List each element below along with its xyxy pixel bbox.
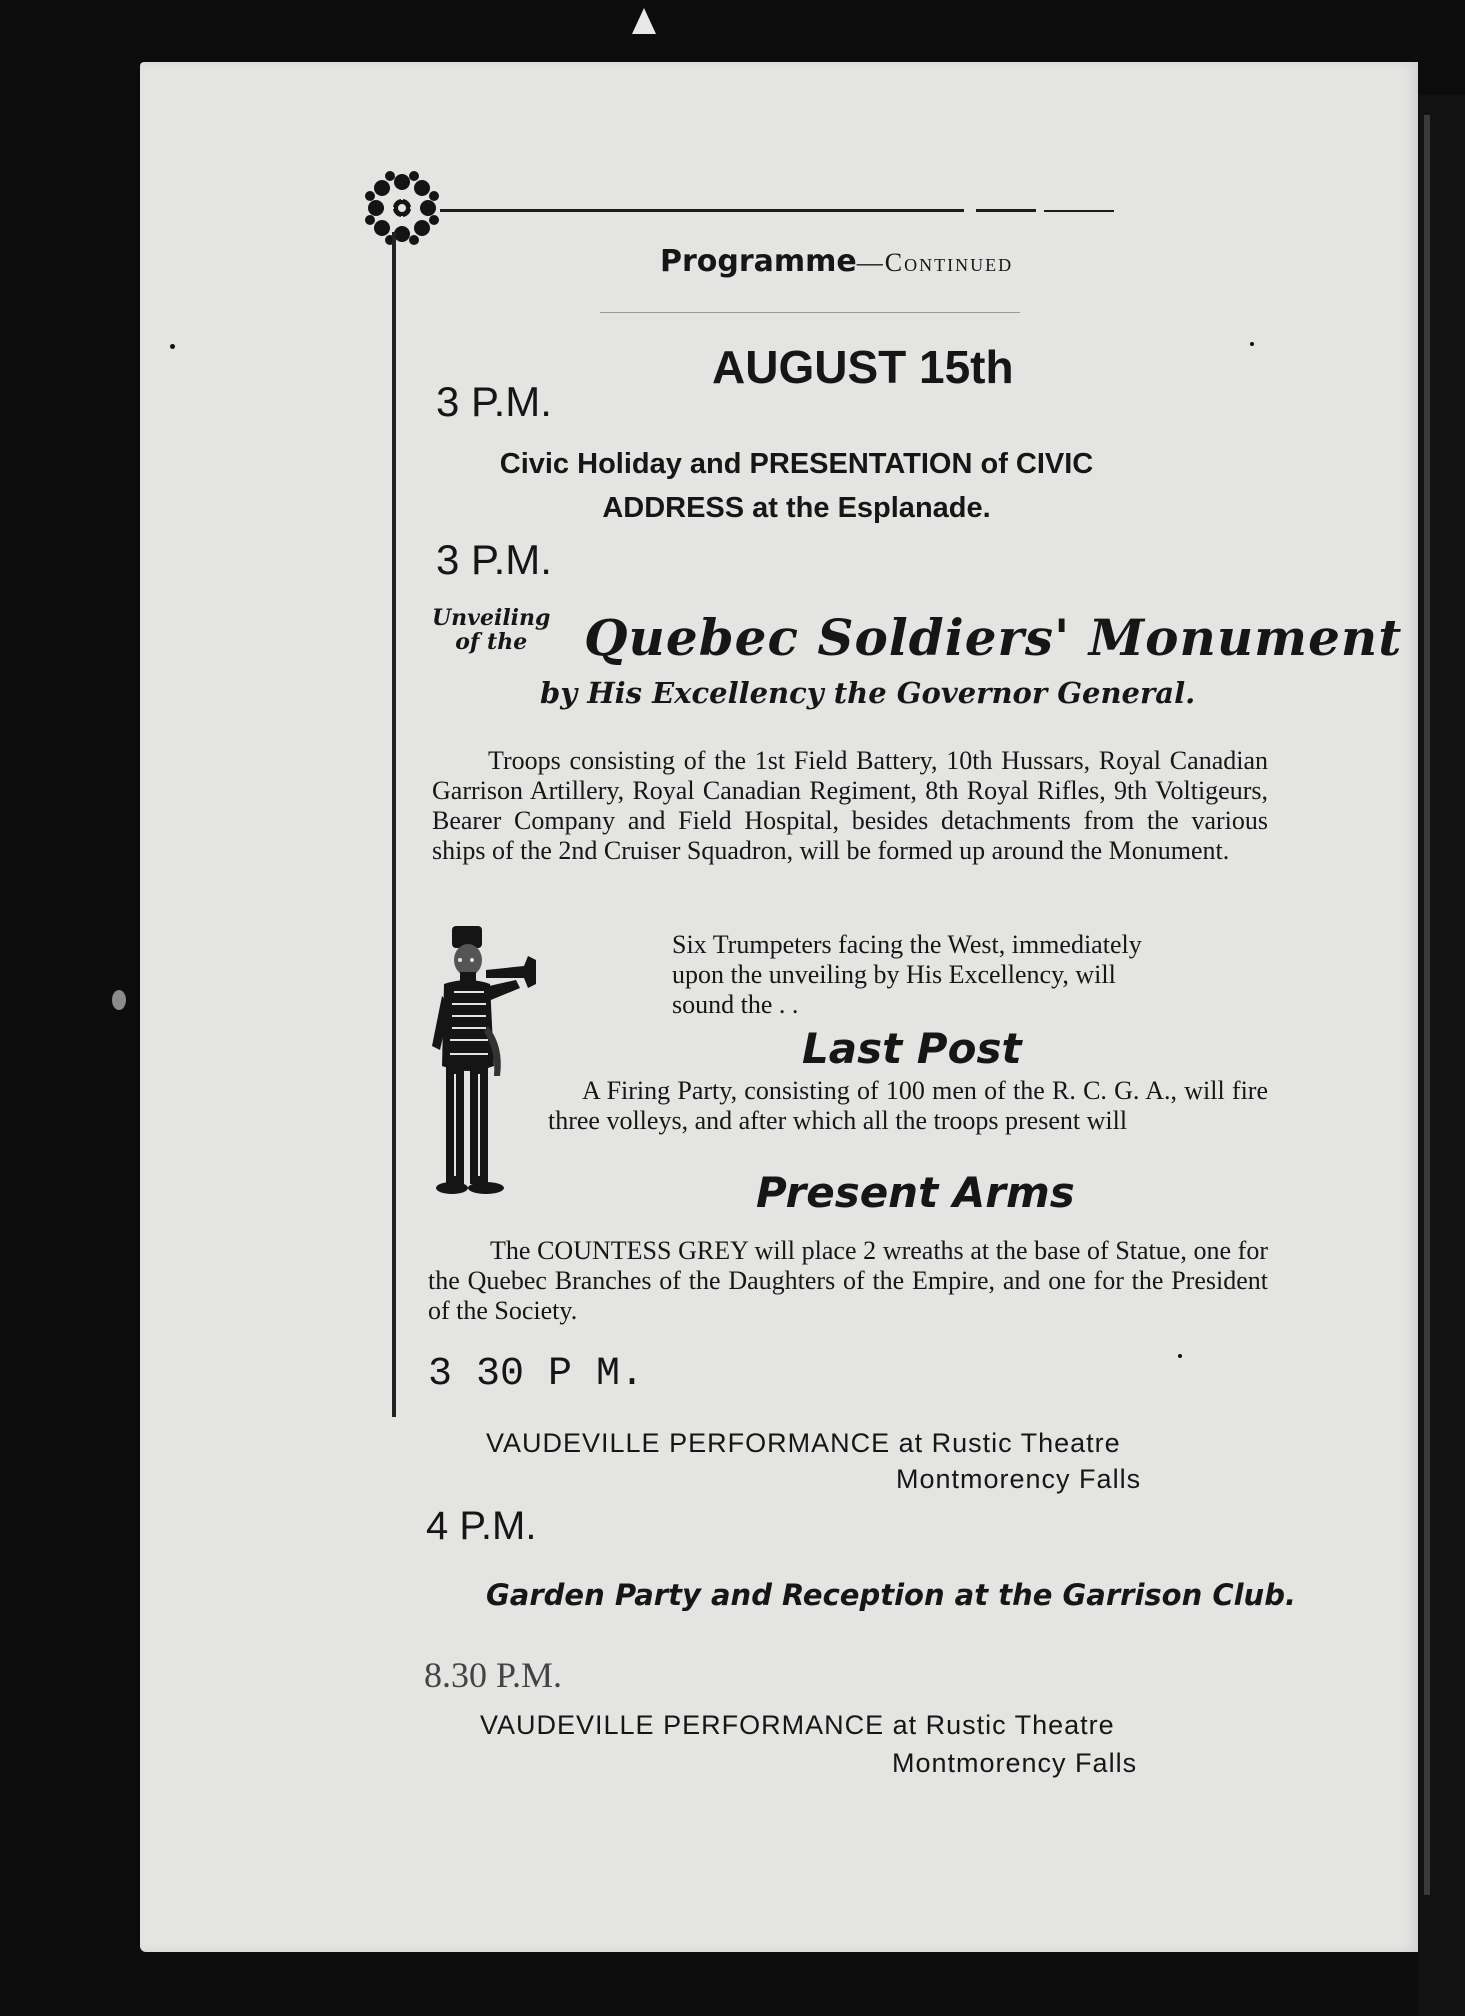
header-rule [440,209,964,212]
firing-party-paragraph: A Firing Party, consisting of 100 men of the R. C. G. A., will fire three volleys, and after which all the troops present will [548,1076,1268,1135]
header-rule-end [976,209,1036,212]
scan-speck [112,990,126,1010]
event-location: Montmorency Falls [896,1464,1142,1494]
event-description: VAUDEVILLE PERFORMANCE at Rustic Theatre [486,1428,1121,1458]
page-tab-mark [632,8,656,34]
trumpeters-paragraph: Six Trumpeters facing the West, immediately upon the unveiling by His Excellency, will sound the . . [672,930,1142,1019]
event-time: 3 P.M. [436,378,552,425]
trumpeter-illustration [424,926,544,1216]
scan-speck [1178,1354,1182,1358]
unveiling-prefix: Unveiling of the [432,605,551,655]
divider [600,312,1020,313]
event-time: 8.30 P.M. [424,1655,563,1695]
monument-subheading: by His Excellency the Governor General. [540,676,1196,710]
facing-page-edge [1418,95,1465,2016]
present-arms-heading: Present Arms [756,1168,1075,1217]
event-time: 3 30 P M. [428,1352,645,1397]
event-description: Garden Party and Reception at the Garrison Club. [486,1578,1296,1612]
floral-ornament-icon [362,168,442,248]
event-time: 4 P.M. [426,1504,537,1548]
date-heading: AUGUST 15th [712,341,1014,393]
header-rule-end [1044,210,1114,212]
event-description: Civic Holiday and PRESENTATION of CIVIC [499,448,1094,480]
event-time: 3 P.M. [436,536,552,583]
left-frame-rule [392,232,396,1417]
event-description: VAUDEVILLE PERFORMANCE at Rustic Theatre [480,1710,1115,1740]
scan-speck [170,344,175,349]
countess-paragraph: The COUNTESS GREY will place 2 wreaths at the base of Statue, one for the Quebec Branches of the Daughters of the Empire, and one for the President of the Society. [428,1236,1268,1325]
event-location: Montmorency Falls [892,1748,1138,1778]
scan-speck [1250,342,1254,346]
event-description: ADDRESS at the Esplanade. [602,492,991,524]
troops-paragraph: Troops consisting of the 1st Field Battery, 10th Hussars, Royal Canadian Garrison Artillery, Royal Canadian Regiment, 8th Royal Rifles, 9th Voltigeurs, Bearer Company and Field Hospital, besides detachments from the various ships of the 2nd Cruiser Squadron, will be formed up around the Monument. [432,746,1268,865]
monument-heading: Quebec Soldiers' Monument [584,608,1403,667]
last-post-heading: Last Post [802,1024,1022,1073]
page-title: Programme—Continued [660,244,1014,279]
